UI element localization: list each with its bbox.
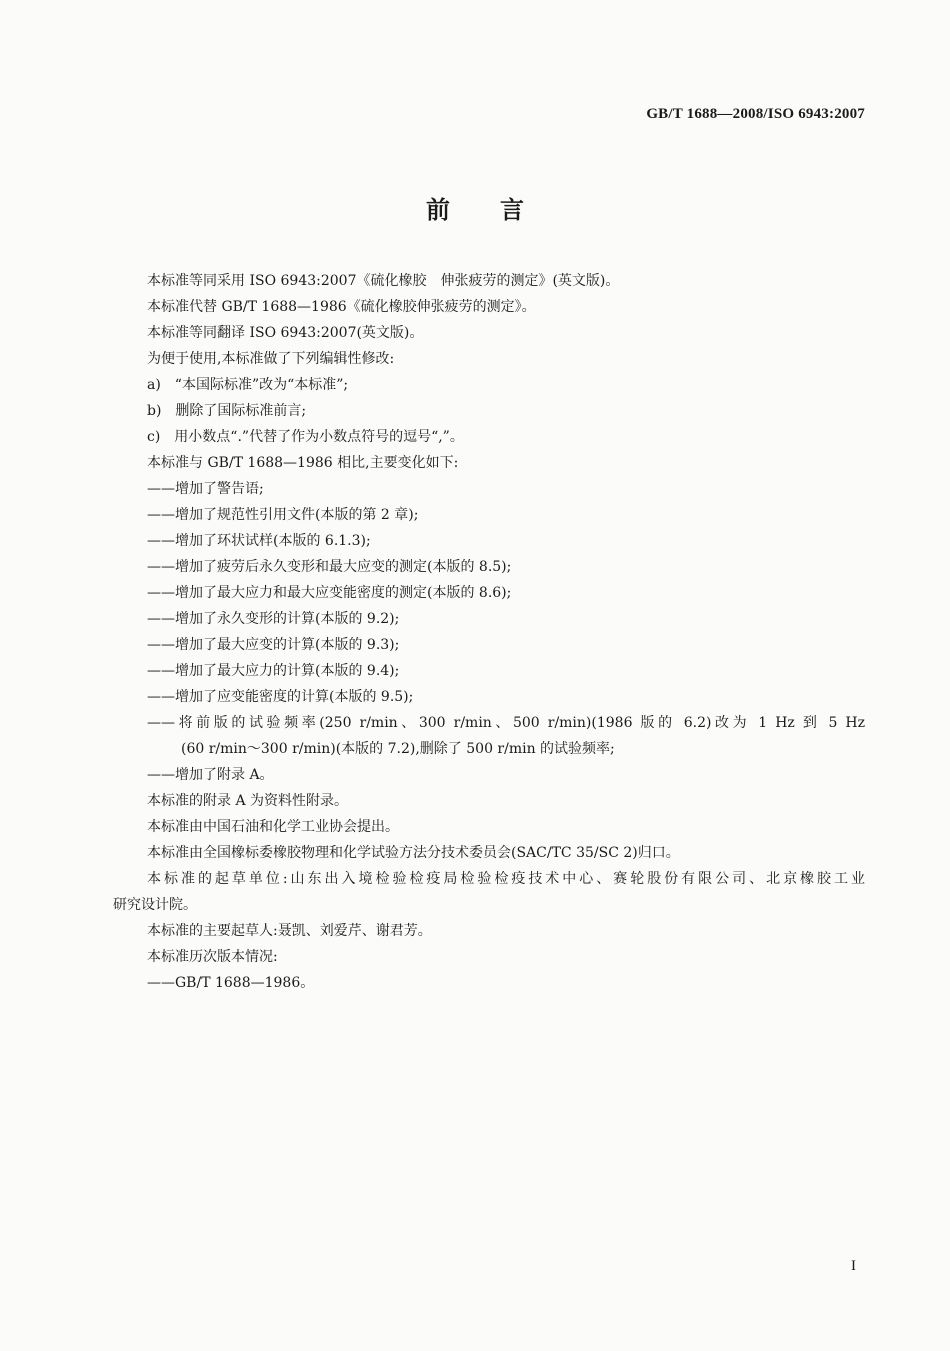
paragraph: 本标准的起草单位:山东出入境检验检疫局检验检疫技术中心、赛轮股份有限公司、北京橡胶工业 <box>147 871 865 887</box>
standard-code-header: GB/T 1688—2008/ISO 6943:2007 <box>646 106 865 122</box>
foreword-body <box>113 268 865 996</box>
change-item: ——将前版的试验频率(250 r/min、300 r/min、500 r/min)(1986 版的 6.2)改为 1 Hz 到 5 Hz <box>147 715 865 731</box>
change-item: ——增加了规范性引用文件(本版的第 2 章); <box>147 507 419 523</box>
change-item: ——GB/T 1688—1986。 <box>147 975 315 991</box>
change-item: ——增加了应变能密度的计算(本版的 9.5); <box>147 689 414 705</box>
paragraph: 本标准等同翻译 ISO 6943:2007(英文版)。 <box>147 325 424 341</box>
change-item-continuation: (60 r/min～300 r/min)(本版的 7.2),删除了 500 r/min 的试验频率; <box>181 741 615 757</box>
change-item: ——增加了警告语; <box>147 481 264 497</box>
paragraph: 本标准的主要起草人:聂凯、刘爱芹、谢君芳。 <box>147 923 432 939</box>
change-item: ——增加了最大应变的计算(本版的 9.3); <box>147 637 400 653</box>
paragraph: 为便于使用,本标准做了下列编辑性修改: <box>147 351 395 367</box>
change-item: ——增加了最大应力和最大应变能密度的测定(本版的 8.6); <box>147 585 512 601</box>
paragraph: 本标准代替 GB/T 1688—1986《硫化橡胶伸张疲劳的测定》。 <box>147 299 536 315</box>
page-title: 前言 <box>426 196 574 224</box>
paragraph: 本标准的附录 A 为资料性附录。 <box>147 793 349 809</box>
list-item: c) 用小数点“.”代替了作为小数点符号的逗号“,”。 <box>147 429 464 445</box>
change-item: ——增加了最大应力的计算(本版的 9.4); <box>147 663 400 679</box>
change-item: ——增加了附录 A。 <box>147 767 274 783</box>
change-item: ——增加了环状试样(本版的 6.1.3); <box>147 533 371 549</box>
paragraph-continuation: 研究设计院。 <box>113 897 197 913</box>
paragraph: 本标准由中国石油和化学工业协会提出。 <box>147 819 399 835</box>
paragraph: 本标准与 GB/T 1688—1986 相比,主要变化如下: <box>147 455 459 471</box>
paragraph: 本标准由全国橡标委橡胶物理和化学试验方法分技术委员会(SAC/TC 35/SC 2)归口。 <box>147 845 680 861</box>
paragraph: 本标准历次版本情况: <box>147 949 278 965</box>
paragraph: 本标准等同采用 ISO 6943:2007《硫化橡胶 伸张疲劳的测定》(英文版)。 <box>147 273 620 289</box>
page-number: I <box>851 1258 856 1274</box>
change-item: ——增加了疲劳后永久变形和最大应变的测定(本版的 8.5); <box>147 559 512 575</box>
change-item: ——增加了永久变形的计算(本版的 9.2); <box>147 611 400 627</box>
list-item: b) 删除了国际标准前言; <box>147 403 307 419</box>
list-item: a) “本国际标准”改为“本标准”; <box>147 377 349 393</box>
